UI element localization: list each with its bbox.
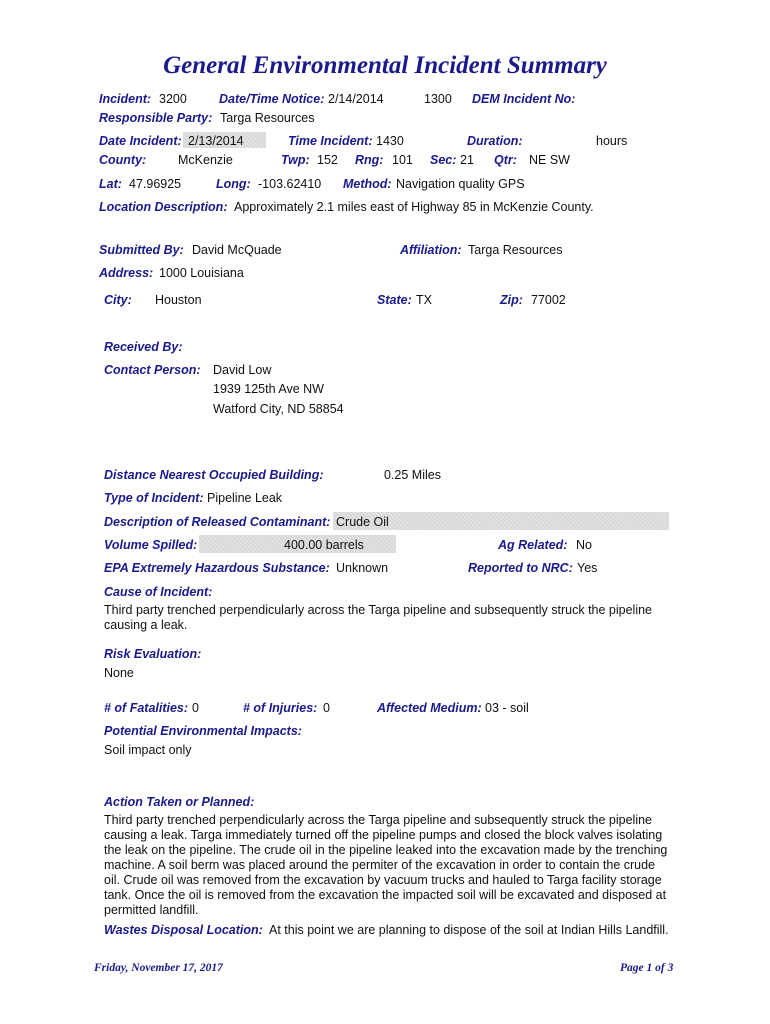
reported-nrc-label: Reported to NRC: <box>468 561 573 575</box>
submitted-by-value: David McQuade <box>192 243 282 257</box>
cause-text: Third party trenched perpendicularly across the Targa pipeline and subsequently struck the pipeline causing a leak. <box>104 603 653 632</box>
zip-label: Zip: <box>500 293 523 307</box>
city-value: Houston <box>155 293 202 307</box>
epa-hazardous-label: EPA Extremely Hazardous Substance: <box>104 561 330 575</box>
footer-date: Friday, November 17, 2017 <box>94 962 223 974</box>
address-label: Address: <box>99 266 154 280</box>
qtr-label: Qtr: <box>494 153 517 167</box>
footer-page-number: Page 1 of 3 <box>620 962 674 974</box>
long-label: Long: <box>216 177 251 191</box>
contact-name: David Low <box>213 363 272 377</box>
qtr-value: NE SW <box>529 153 570 167</box>
notice-date: 2/14/2014 <box>328 92 384 106</box>
type-of-incident-value: Pipeline Leak <box>207 491 283 505</box>
responsible-party-value: Targa Resources <box>220 111 315 125</box>
fatalities-label: # of Fatalities: <box>104 701 189 715</box>
volume-spilled-value: 400.00 barrels <box>284 538 364 552</box>
county-value: McKenzie <box>178 153 233 167</box>
sec-value: 21 <box>460 153 474 167</box>
risk-evaluation-label: Risk Evaluation: <box>104 647 202 661</box>
time-incident-value: 1430 <box>376 134 404 148</box>
injuries-value: 0 <box>323 701 330 715</box>
zip-value: 77002 <box>531 293 566 307</box>
lat-value: 47.96925 <box>129 177 182 191</box>
time-incident-label: Time Incident: <box>288 134 373 148</box>
risk-evaluation-value: None <box>104 666 134 680</box>
fatalities-value: 0 <box>192 701 199 715</box>
contaminant-value: Crude Oil <box>336 515 389 529</box>
long-value: -103.62410 <box>258 177 322 191</box>
state-value: TX <box>416 293 432 307</box>
state-label: State: <box>377 293 412 307</box>
environmental-impacts-value: Soil impact only <box>104 743 192 757</box>
contact-address-line1: 1939 125th Ave NW <box>213 382 324 396</box>
address-value: 1000 Louisiana <box>159 266 244 280</box>
incident-value: 3200 <box>159 92 187 106</box>
location-description-label: Location Description: <box>99 200 228 214</box>
method-label: Method: <box>343 177 392 191</box>
rng-value: 101 <box>392 153 413 167</box>
waste-disposal-value: At this point we are planning to dispose of the soil at Indian Hills Landfill. <box>269 923 669 937</box>
environmental-impacts-label: Potential Environmental Impacts: <box>104 724 302 738</box>
contact-address-line2: Watford City, ND 58854 <box>213 402 344 416</box>
sec-label: Sec: <box>430 153 457 167</box>
action-taken-label: Action Taken or Planned: <box>104 795 255 809</box>
lat-label: Lat: <box>99 177 122 191</box>
rng-label: Rng: <box>355 153 384 167</box>
page-title: General Environmental Incident Summary <box>163 52 607 79</box>
date-incident-label: Date Incident: <box>99 134 182 148</box>
cause-label: Cause of Incident: <box>104 585 213 599</box>
reported-nrc-value: Yes <box>577 561 598 575</box>
location-description-value: Approximately 2.1 miles east of Highway 85 in McKenzie County. <box>234 200 594 214</box>
responsible-party-label: Responsible Party: <box>99 111 213 125</box>
distance-value: 0.25 Miles <box>384 468 441 482</box>
ag-related-label: Ag Related: <box>498 538 568 552</box>
distance-label: Distance Nearest Occupied Building: <box>104 468 324 482</box>
notice-label: Date/Time Notice: <box>219 92 325 106</box>
ag-related-value: No <box>576 538 592 552</box>
dem-incident-label: DEM Incident No: <box>472 92 576 106</box>
city-label: City: <box>104 293 132 307</box>
affiliation-value: Targa Resources <box>468 243 563 257</box>
notice-time: 1300 <box>424 92 452 106</box>
epa-hazardous-value: Unknown <box>336 561 389 575</box>
type-of-incident-label: Type of Incident: <box>104 491 204 505</box>
waste-disposal-label: Wastes Disposal Location: <box>104 923 263 937</box>
received-by-label: Received By: <box>104 340 183 354</box>
contaminant-label: Description of Released Contaminant: <box>104 515 331 529</box>
county-label: County: <box>99 153 147 167</box>
affected-medium-label: Affected Medium: <box>377 701 482 715</box>
action-taken-text: Third party trenched perpendicularly across the Targa pipeline and subsequently struck the pipeline causing a leak. Targa immediately turned off the pipeline pumps and closed the block valves isolating the leak on the pipeline. The crude oil in the pipeline leaked into the excavation made by the trenching machine. A soil berm was placed around the permiter of the excavation in order to contain the crude oil. Crude oil was removed from the excavation by vacuum trucks and hauled to Targa facility storage tank. Once the oil is removed from the excavation the impacted soil will be excavated and disposed at permitted landfill. <box>104 813 668 917</box>
submitted-by-label: Submitted By: <box>99 243 184 257</box>
incident-label: Incident: <box>99 92 152 106</box>
affiliation-label: Affiliation: <box>400 243 462 257</box>
twp-value: 152 <box>317 153 338 167</box>
duration-unit: hours <box>596 134 628 148</box>
contact-person-label: Contact Person: <box>104 363 201 377</box>
affected-medium-value: 03 - soil <box>485 701 529 715</box>
method-value: Navigation quality GPS <box>396 177 525 191</box>
date-incident-value: 2/13/2014 <box>188 134 244 148</box>
duration-label: Duration: <box>467 134 523 148</box>
injuries-label: # of Injuries: <box>243 701 318 715</box>
volume-spilled-label: Volume Spilled: <box>104 538 198 552</box>
twp-label: Twp: <box>281 153 310 167</box>
